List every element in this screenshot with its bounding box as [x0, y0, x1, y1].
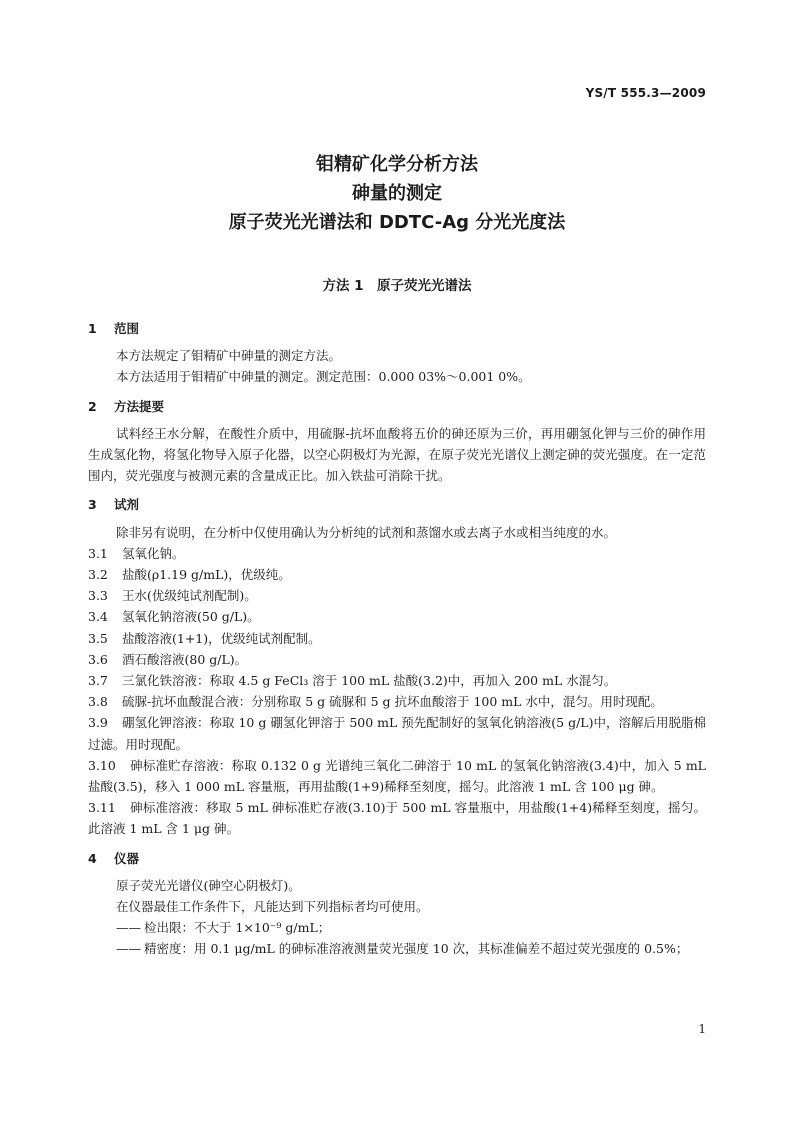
list-item — [88, 543, 706, 564]
section-heading — [88, 848, 706, 869]
list-item — [88, 564, 706, 585]
dash-mark: —— — [116, 941, 141, 957]
list-item — [88, 606, 706, 627]
dash-item-text: 精密度：用 0.1 μg/mL 的砷标准溶液测量荧光强度 10 次，其标准偏差不超过荧光强度的 0.5%； — [144, 941, 689, 957]
item-number: 3.1 — [88, 545, 108, 561]
section-title: 仪器 — [114, 850, 140, 866]
item-number: 3.7 — [88, 673, 108, 689]
title-line-1: 钼精矿化学分析方法 — [316, 154, 478, 175]
standard-code: YS/T 555.3—2009 — [585, 86, 706, 100]
item-text: 硼氢化钾溶液：称取 10 g 硼氢化钾溶于 500 mL 预先配制好的氢氧化钠溶液(5 g/L)中，溶解后用脱脂棉过滤。用时现配。 — [88, 715, 706, 752]
item-text: 砷标准溶液：移取 5 mL 砷标准贮存液(3.10)于 500 mL 容量瓶中，用盐酸(1+4)稀释至刻度，摇匀。此溶液 1 mL 含 1 μg 砷。 — [88, 800, 706, 837]
document-body — [88, 318, 706, 968]
paragraph: 本方法规定了钼精矿中砷量的测定方法。 — [116, 348, 342, 364]
section-heading — [88, 494, 706, 515]
item-number: 3.8 — [88, 694, 108, 710]
section-title: 范围 — [114, 321, 140, 336]
list-item — [88, 670, 706, 691]
item-number: 3.4 — [88, 609, 108, 625]
section-title: 试剂 — [114, 497, 140, 513]
list-item — [88, 585, 706, 606]
item-number: 3.5 — [88, 630, 108, 646]
section-heading — [88, 396, 706, 417]
list-item — [88, 797, 706, 839]
section-principle — [88, 396, 706, 487]
page-number: 1 — [698, 1022, 706, 1036]
section-number: 3 — [88, 497, 97, 513]
section-reagents — [88, 494, 706, 839]
section-scope — [88, 318, 706, 388]
item-text: 酒石酸溶液(80 g/L)。 — [122, 651, 248, 667]
section-number: 2 — [88, 398, 97, 414]
dash-item-text: 检出限：不大于 1×10⁻⁹ g/mL； — [144, 920, 331, 936]
list-item — [88, 712, 706, 754]
section-apparatus — [88, 848, 706, 960]
section-heading — [88, 318, 706, 339]
paragraph: 本方法适用于钼精矿中砷量的测定。测定范围：0.000 03%～0.001 0%。 — [116, 369, 531, 385]
item-text: 硫脲-抗坏血酸混合液：分别称取 5 g 硫脲和 5 g 抗坏血酸溶于 100 mL 水中，混匀。用时现配。 — [122, 694, 663, 710]
title-line-3: 原子荧光光谱法和 DDTC-Ag 分光光度法 — [228, 212, 566, 233]
dash-item — [116, 917, 706, 938]
list-item — [88, 649, 706, 670]
item-text: 王水(优级纯试剂配制)。 — [122, 588, 257, 604]
list-item — [88, 691, 706, 712]
item-text: 砷标准贮存溶液：称取 0.132 0 g 光谱纯三氧化二砷溶于 10 mL 的氢氧化钠溶液(3.4)中，加入 5 mL 盐酸(3.5)，移入 1 000 mL 容量瓶，再用盐酸(1+9)稀释至刻度，摇匀。此溶液 1 mL 含 100 μg 砷。 — [88, 757, 706, 795]
section-title: 方法提要 — [114, 398, 165, 414]
title-line-2: 砷量的测定 — [352, 183, 442, 204]
item-number: 3.9 — [88, 715, 108, 731]
section-number: 1 — [88, 321, 97, 336]
document-title — [0, 150, 794, 237]
paragraph: 试料经王水分解，在酸性介质中，用硫脲-抗坏血酸将五价的砷还原为三价，再用硼氢化钾与三价的砷作用生成氢化物，将氢化物导入原子化器，以空心阴极灯为光源，在原子荧光光谱仪上测定砷的荧光强度。在一定范围内，荧光强度与被测元素的含量成正比。加入铁盐可消除干扰。 — [88, 425, 706, 484]
item-text: 氢氧化钠。 — [122, 545, 185, 561]
item-number: 3.10 — [88, 757, 116, 773]
item-number: 3.6 — [88, 651, 108, 667]
item-text: 盐酸溶液(1+1)，优级纯试剂配制。 — [122, 630, 321, 646]
item-number: 3.11 — [88, 800, 116, 816]
list-item — [88, 628, 706, 649]
list-item — [88, 755, 706, 797]
method-title: 方法 1 原子荧光光谱法 — [322, 278, 472, 294]
section-number: 4 — [88, 850, 97, 866]
paragraph: 原子荧光光谱仪(砷空心阴极灯)。 — [116, 877, 301, 893]
paragraph: 在仪器最佳工作条件下，凡能达到下列指标者均可使用。 — [116, 899, 429, 915]
item-text: 三氯化铁溶液：称取 4.5 g FeCl₃ 溶于 100 mL 盐酸(3.2)中，再加入 200 mL 水混匀。 — [122, 673, 617, 689]
item-number: 3.3 — [88, 588, 108, 604]
paragraph: 除非另有说明，在分析中仅使用确认为分析纯的试剂和蒸馏水或去离子水或相当纯度的水。 — [116, 524, 617, 540]
item-text: 盐酸(ρ1.19 g/mL)，优级纯。 — [122, 567, 291, 583]
item-text: 氢氧化钠溶液(50 g/L)。 — [122, 609, 260, 625]
item-number: 3.2 — [88, 567, 108, 583]
dash-mark: —— — [116, 920, 141, 936]
dash-item — [116, 938, 706, 959]
